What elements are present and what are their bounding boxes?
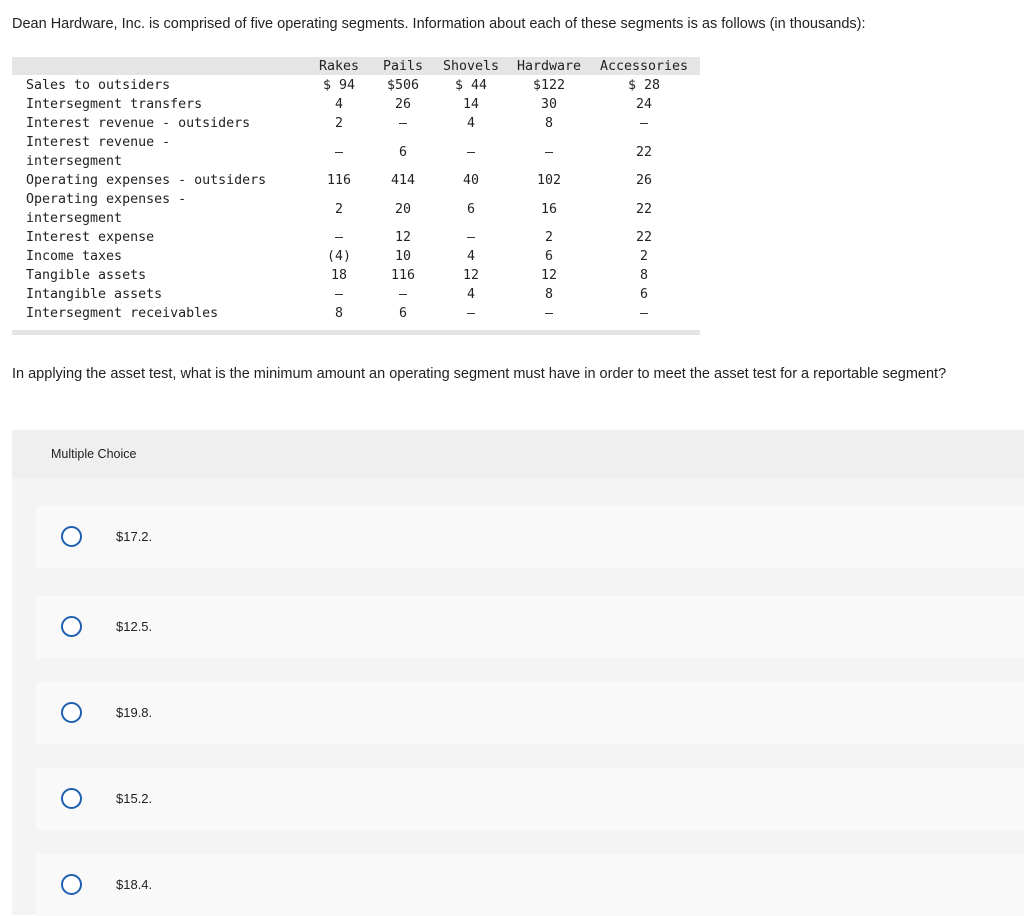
cell-pails: 6 bbox=[398, 306, 407, 321]
cell-accessories: 24 bbox=[635, 97, 652, 112]
choice-option-1[interactable] bbox=[36, 506, 1024, 568]
table-row bbox=[12, 190, 696, 228]
cell-accessories: 22 bbox=[635, 230, 652, 245]
column-header-accessories: Accessories bbox=[599, 59, 689, 74]
row-label: Sales to outsiders bbox=[26, 78, 171, 93]
row-label: Operating expenses - outsiders bbox=[26, 173, 267, 188]
table-row bbox=[12, 171, 696, 190]
cell-hardware: 12 bbox=[540, 268, 557, 283]
cell-hardware: $122 bbox=[532, 78, 566, 93]
cell-shovels: 4 bbox=[466, 287, 475, 302]
cell-hardware: 30 bbox=[540, 97, 557, 112]
cell-rakes: 2 bbox=[334, 116, 343, 131]
radio-button-icon[interactable] bbox=[61, 526, 82, 547]
intro-text: Dean Hardware, Inc. is comprised of five operating segments. Information about each of these segments is as follows (in thousands): bbox=[12, 16, 866, 32]
cell-rakes: 2 bbox=[334, 201, 343, 217]
cell-rakes: 116 bbox=[326, 173, 352, 188]
multiple-choice-panel bbox=[12, 430, 1024, 915]
table-body bbox=[12, 76, 696, 323]
cell-pails: 12 bbox=[394, 230, 411, 245]
table-bottom-bar bbox=[12, 330, 700, 335]
multiple-choice-title: Multiple Choice bbox=[51, 447, 137, 461]
cell-rakes: 4 bbox=[334, 97, 343, 112]
cell-hardware: 102 bbox=[536, 173, 562, 188]
cell-accessories: 22 bbox=[635, 144, 652, 160]
choice-option-2[interactable] bbox=[36, 596, 1024, 658]
choice-option-5[interactable] bbox=[36, 854, 1024, 916]
cell-pails: 20 bbox=[394, 201, 411, 217]
column-header-hardware: Hardware bbox=[516, 59, 582, 74]
radio-button-icon[interactable] bbox=[61, 788, 82, 809]
row-label: Interest revenue - outsiders bbox=[26, 116, 251, 131]
row-label: Tangible assets bbox=[26, 268, 147, 283]
segment-table-container bbox=[12, 57, 700, 335]
segment-data-table bbox=[12, 57, 696, 323]
table-row bbox=[12, 133, 696, 171]
table-row bbox=[12, 95, 696, 114]
cell-pails: $506 bbox=[386, 78, 420, 93]
cell-pails: 10 bbox=[394, 249, 411, 264]
cell-hardware: 16 bbox=[540, 201, 557, 217]
row-label: Operating expenses - intersegment bbox=[26, 192, 187, 226]
multiple-choice-header bbox=[12, 430, 1024, 478]
cell-shovels: 4 bbox=[466, 116, 475, 131]
table-row bbox=[12, 228, 696, 247]
table-row bbox=[12, 76, 696, 95]
cell-hardware: 8 bbox=[544, 116, 553, 131]
cell-shovels: 4 bbox=[466, 249, 475, 264]
cell-pails: 26 bbox=[394, 97, 411, 112]
row-label: Income taxes bbox=[26, 249, 123, 264]
cell-hardware: – bbox=[544, 306, 553, 321]
cell-shovels: – bbox=[466, 144, 475, 160]
choice-label: $19.8. bbox=[116, 705, 153, 720]
cell-pails: 414 bbox=[390, 173, 416, 188]
cell-accessories: $ 28 bbox=[627, 78, 661, 93]
table-row bbox=[12, 247, 696, 266]
cell-accessories: 22 bbox=[635, 201, 652, 217]
cell-pails: 116 bbox=[390, 268, 416, 283]
choice-option-3[interactable] bbox=[36, 682, 1024, 744]
choice-label: $12.5. bbox=[116, 619, 153, 634]
cell-accessories: – bbox=[639, 116, 648, 131]
choice-label: $18.4. bbox=[116, 877, 153, 892]
table-header-row bbox=[12, 57, 696, 76]
cell-accessories: 2 bbox=[639, 249, 648, 264]
cell-shovels: 12 bbox=[462, 268, 479, 283]
radio-button-icon[interactable] bbox=[61, 702, 82, 723]
cell-hardware: 6 bbox=[544, 249, 553, 264]
question-text: In applying the asset test, what is the minimum amount an operating segment must have in order to meet the asset test for a reportable segment? bbox=[12, 366, 947, 382]
cell-hardware: – bbox=[544, 144, 553, 160]
cell-rakes: – bbox=[334, 230, 343, 245]
choice-label: $17.2. bbox=[116, 529, 153, 544]
table-row bbox=[12, 285, 696, 304]
row-label: Intersegment transfers bbox=[26, 97, 203, 112]
radio-button-icon[interactable] bbox=[61, 874, 82, 895]
table-row bbox=[12, 114, 696, 133]
cell-shovels: – bbox=[466, 230, 475, 245]
cell-accessories: 8 bbox=[639, 268, 648, 283]
cell-rakes: 18 bbox=[330, 268, 347, 283]
cell-rakes: (4) bbox=[326, 249, 352, 264]
cell-shovels: 40 bbox=[462, 173, 479, 188]
cell-hardware: 2 bbox=[544, 230, 553, 245]
row-label: Intangible assets bbox=[26, 287, 163, 302]
column-header-pails: Pails bbox=[382, 59, 424, 74]
cell-rakes: $ 94 bbox=[322, 78, 356, 93]
cell-shovels: $ 44 bbox=[454, 78, 488, 93]
cell-accessories: 6 bbox=[639, 287, 648, 302]
row-label: Interest expense bbox=[26, 230, 155, 245]
cell-shovels: – bbox=[466, 306, 475, 321]
cell-shovels: 6 bbox=[466, 201, 475, 217]
radio-button-icon[interactable] bbox=[61, 616, 82, 637]
cell-rakes: 8 bbox=[334, 306, 343, 321]
cell-accessories: – bbox=[639, 306, 648, 321]
cell-hardware: 8 bbox=[544, 287, 553, 302]
choice-label: $15.2. bbox=[116, 791, 153, 806]
cell-accessories: 26 bbox=[635, 173, 652, 188]
column-header-rakes: Rakes bbox=[318, 59, 360, 74]
cell-pails: 6 bbox=[398, 144, 407, 160]
cell-pails: – bbox=[398, 116, 407, 131]
choice-option-4[interactable] bbox=[36, 768, 1024, 830]
cell-rakes: – bbox=[334, 287, 343, 302]
table-row bbox=[12, 304, 696, 323]
table-row bbox=[12, 266, 696, 285]
column-header-shovels: Shovels bbox=[442, 59, 500, 74]
cell-shovels: 14 bbox=[462, 97, 479, 112]
row-label: Intersegment receivables bbox=[26, 306, 219, 321]
header-label-spacer bbox=[12, 57, 308, 76]
row-label: Interest revenue - intersegment bbox=[26, 135, 171, 169]
cell-pails: – bbox=[398, 287, 407, 302]
cell-rakes: – bbox=[334, 144, 343, 160]
